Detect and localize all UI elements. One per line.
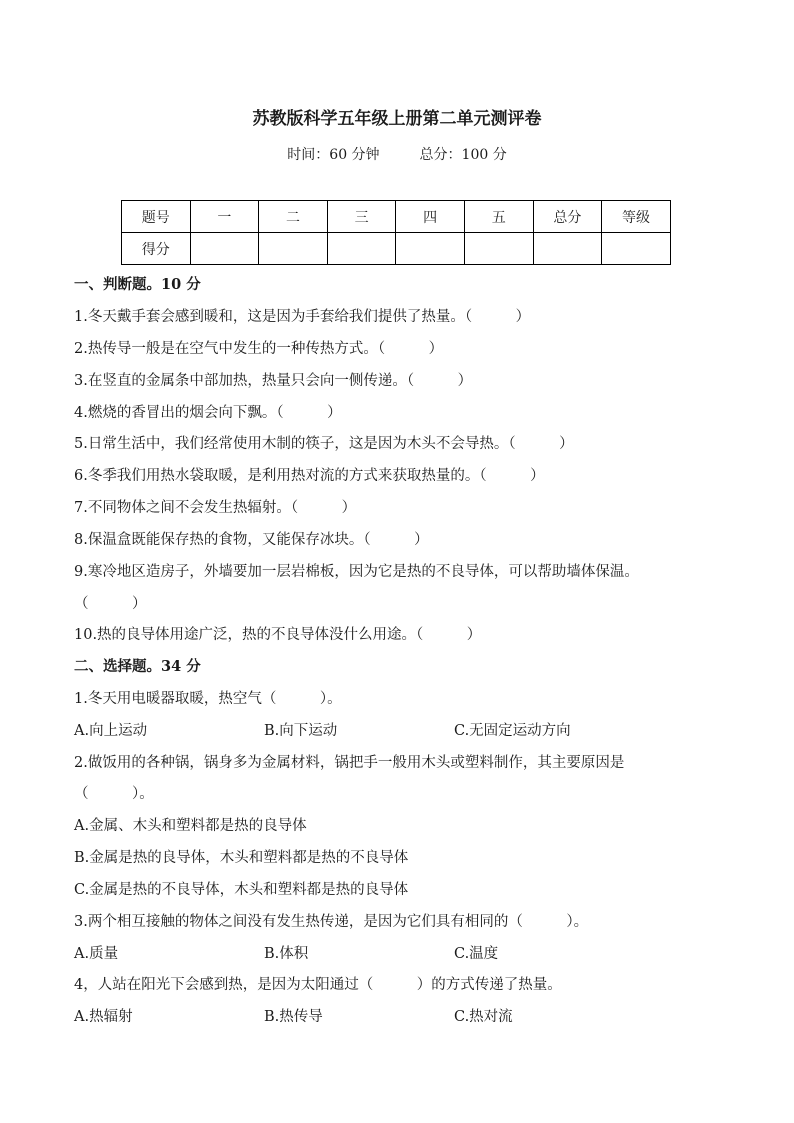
exam-info <box>0 144 794 164</box>
header-cell: 五 <box>464 201 533 233</box>
section-heading-choice: 二、选择题。34 分 <box>74 658 201 675</box>
option-a: A.向上运动 <box>74 723 148 739</box>
question-stem: 2.做饭用的各种锅，锅身多为金属材料，锅把手一般用木头或塑料制作，其主要原因是 <box>74 755 625 771</box>
option-b: B.体积 <box>264 946 309 962</box>
question-stem: 3.两个相互接触的物体之间没有发生热传递，是因为它们具有相同的（ ）。 <box>74 914 589 930</box>
question-item: 2.热传导一般是在空气中发生的一种传热方式。（ ） <box>74 341 444 357</box>
question-item: 10.热的良导体用途广泛，热的不良导体没什么用途。（ ） <box>74 627 482 643</box>
header-cell: 总分 <box>533 201 602 233</box>
section-heading-judgement: 一、判断题。10 分 <box>74 276 201 293</box>
score-table-score-row <box>122 233 671 265</box>
score-cell[interactable] <box>602 233 671 265</box>
question-stem: 1.冬天用电暖器取暖，热空气（ ）。 <box>74 691 342 707</box>
question-item-continuation: （ ） <box>74 596 147 612</box>
question-item: 1.冬天戴手套会感到暖和，这是因为手套给我们提供了热量。（ ） <box>74 309 531 325</box>
time-limit: 时间：60 分钟 <box>287 147 380 163</box>
option-row <box>74 942 498 963</box>
score-label-cell: 得分 <box>122 233 191 265</box>
header-cell: 等级 <box>602 201 671 233</box>
question-item: 9.寒冷地区造房子，外墙要加一层岩棉板，因为它是热的不良导体，可以帮助墙体保温。 <box>74 564 639 580</box>
score-cell[interactable] <box>259 233 328 265</box>
option-b: B.热传导 <box>264 1009 323 1025</box>
page-title: 苏教版科学五年级上册第二单元测评卷 <box>252 109 542 129</box>
question-stem: 4，人站在阳光下会感到热，是因为太阳通过（ ）的方式传递了热量。 <box>74 977 562 993</box>
question-item: 4.燃烧的香冒出的烟会向下飘。（ ） <box>74 405 342 421</box>
score-cell[interactable] <box>190 233 259 265</box>
total-score: 总分：100 分 <box>419 147 507 163</box>
option-row <box>74 1005 513 1026</box>
score-cell[interactable] <box>396 233 465 265</box>
question-item: 5.日常生活中，我们经常使用木制的筷子，这是因为木头不会导热。（ ） <box>74 436 574 452</box>
score-table <box>121 200 671 265</box>
option-c: C.无固定运动方向 <box>454 723 571 739</box>
option-c: C.温度 <box>454 946 499 962</box>
header-cell: 四 <box>396 201 465 233</box>
question-item: 6.冬季我们用热水袋取暖，是利用热对流的方式来获取热量的。（ ） <box>74 468 545 484</box>
question-item: 3.在竖直的金属条中部加热，热量只会向一侧传递。（ ） <box>74 373 473 389</box>
header-cell: 题号 <box>122 201 191 233</box>
option-a: A.金属、木头和塑料都是热的良导体 <box>74 818 307 834</box>
score-cell[interactable] <box>327 233 396 265</box>
question-item: 8.保温盒既能保存热的食物，又能保存冰块。（ ） <box>74 532 429 548</box>
score-table-header-row <box>122 201 671 233</box>
option-a: A.热辐射 <box>74 1009 133 1025</box>
option-b: B.金属是热的良导体，木头和塑料都是热的不良导体 <box>74 850 409 866</box>
header-cell: 一 <box>190 201 259 233</box>
option-a: A.质量 <box>74 946 119 962</box>
option-row <box>74 719 571 740</box>
score-cell[interactable] <box>533 233 602 265</box>
question-item: 7.不同物体之间不会发生热辐射。（ ） <box>74 500 357 516</box>
header-cell: 二 <box>259 201 328 233</box>
option-b: B.向下运动 <box>264 723 338 739</box>
header-cell: 三 <box>327 201 396 233</box>
option-c: C.金属是热的不良导体，木头和塑料都是热的良导体 <box>74 882 409 898</box>
question-stem-continuation: （ ）。 <box>74 786 154 802</box>
option-c: C.热对流 <box>454 1009 513 1025</box>
score-cell[interactable] <box>464 233 533 265</box>
